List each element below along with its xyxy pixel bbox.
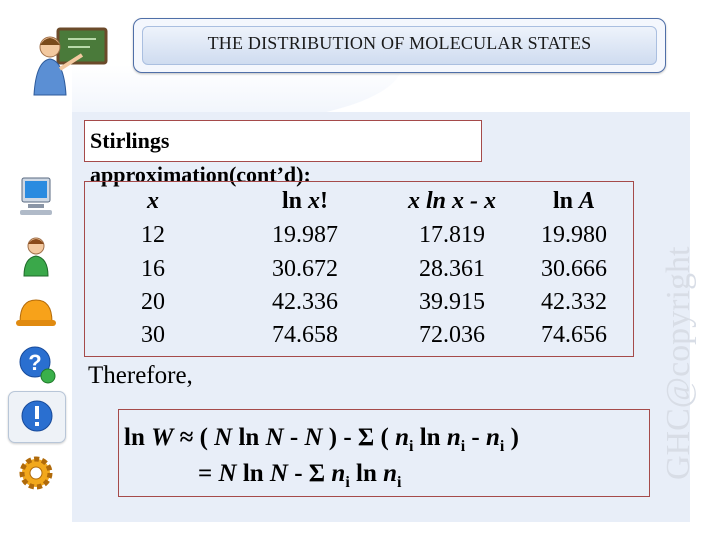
svg-text:?: ? — [28, 350, 42, 375]
sidebar-item-help[interactable] — [8, 340, 64, 390]
formula-line-2: = N ln N - Σ $n_i$ $\ln n_i$ — [198, 460, 402, 491]
sidebar-item-computer[interactable] — [8, 172, 64, 222]
table-cell: 19.987 — [272, 222, 338, 248]
help-icon — [8, 340, 64, 390]
table-cell: 16 — [141, 256, 165, 282]
table-header-cell: ln A — [552, 188, 596, 214]
section-heading: Stirlings approximation(cont’d): — [90, 128, 311, 187]
table-cell: 74.658 — [272, 322, 338, 348]
sidebar-item-person[interactable] — [8, 232, 64, 282]
page-title: THE DISTRIBUTION OF MOLECULAR STATES — [207, 33, 592, 53]
table-header-cell: x ln x - x — [407, 188, 496, 214]
alert-icon — [9, 392, 65, 442]
therefore-text: Therefore, — [88, 362, 193, 389]
table-cell: 42.332 — [541, 289, 607, 315]
table-header-cell: x — [147, 188, 159, 214]
watermark: GHC@copyright — [660, 246, 697, 480]
formula-line-1: ln W ≈ ( N ln N - N ) - Σ ( $n_i$ $\ln n_i - n_i$ ) — [124, 424, 519, 455]
table-cell: 17.819 — [419, 222, 485, 248]
table-cell: 12 — [141, 222, 165, 248]
table-cell: 19.980 — [541, 222, 607, 248]
table-cell: 30 — [141, 322, 165, 348]
settings-icon — [8, 448, 64, 498]
sidebar-item-hardhat[interactable] — [8, 288, 64, 338]
teacher-icon — [30, 25, 110, 97]
table-cell: 72.036 — [419, 322, 485, 348]
person-icon — [8, 232, 64, 282]
table-cell: 39.915 — [419, 289, 485, 315]
table-cell: 74.656 — [541, 322, 607, 348]
computer-icon — [8, 172, 64, 222]
table-cell: 42.336 — [272, 289, 338, 315]
table-cell: 20 — [141, 289, 165, 315]
table-cell: 28.361 — [419, 256, 485, 282]
hardhat-icon — [8, 288, 64, 338]
table-cell: 30.672 — [272, 256, 338, 282]
sidebar-item-alert[interactable] — [8, 391, 66, 443]
table-cell: 30.666 — [541, 256, 607, 282]
table-header-cell: ln x! — [281, 188, 328, 214]
title-bar — [133, 18, 666, 73]
sidebar-item-settings[interactable] — [8, 448, 64, 498]
